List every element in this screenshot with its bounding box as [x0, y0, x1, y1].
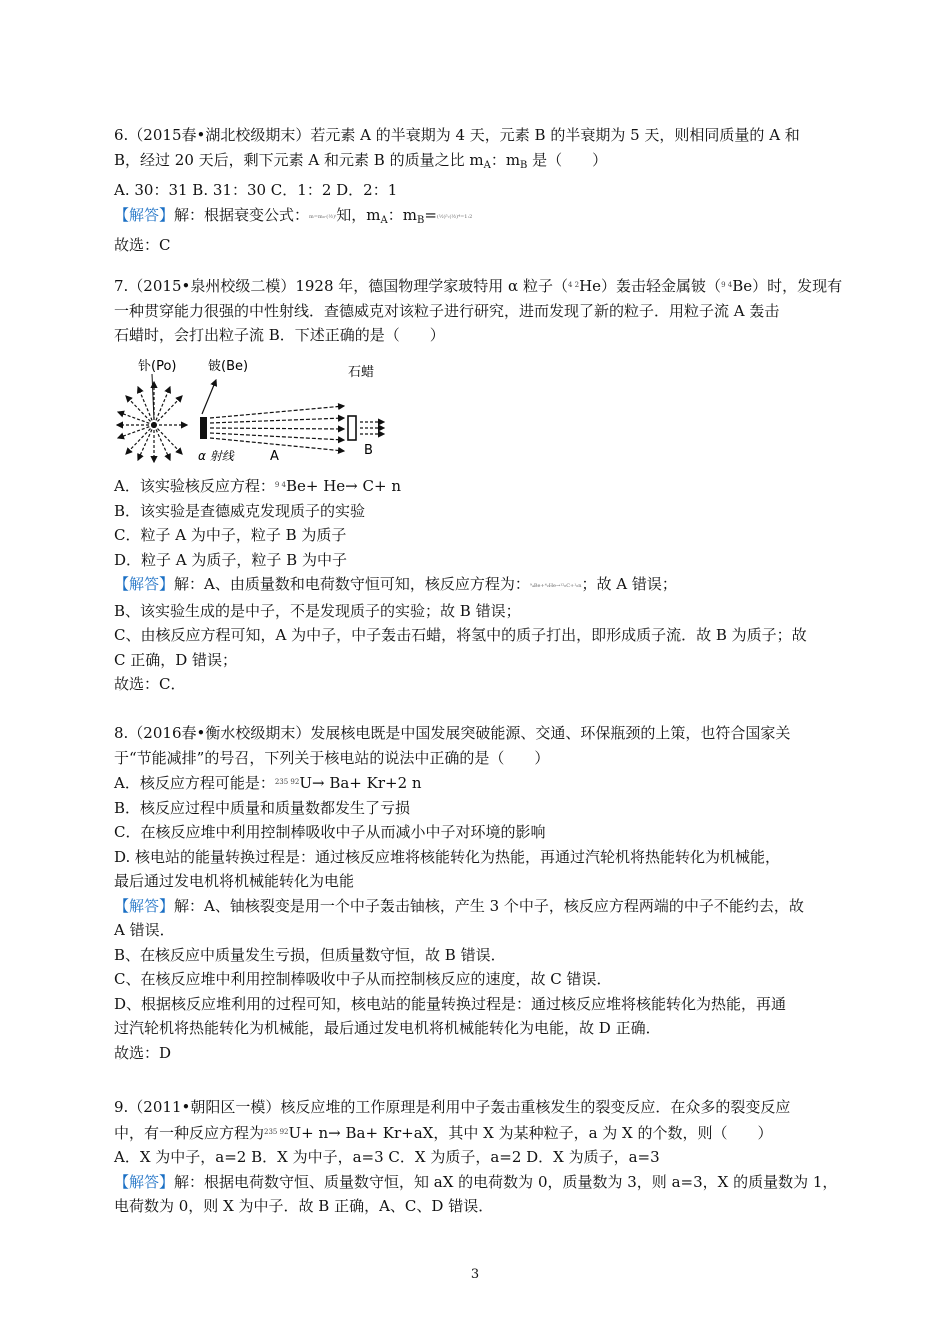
- label-paraffin: 石蜡: [348, 365, 375, 380]
- formula-decay: m=m₀·(½)ᵗ: [309, 213, 337, 220]
- q7-line3: 石蜡时，会打出粒子流 B．下述正确的是（ ）: [114, 326, 445, 344]
- label-alpha: α 射线: [198, 449, 234, 463]
- q8-line2: 于“节能减排”的号召，下列关于核电站的说法中正确的是（ ）: [114, 748, 550, 767]
- q8-option-a: A．核反应方程可能是：$^{235 92}$U→ Ba+ Kr+2 n: [114, 774, 422, 792]
- q8-option-d1: D. 核电站的能量转换过程是：通过核反应堆将核能转化为热能，再通过汽轮机将热能转化为机械能，: [114, 847, 781, 866]
- answer-tag: 【解答】: [114, 575, 175, 593]
- neutron-discovery-figure: [112, 352, 402, 467]
- polonium-source-rays: [117, 382, 187, 462]
- q9-answer-1: 【解答】解：根据电荷数守恒、质量数守恒，知 aX 的电荷数为 0，质量数为 3，则 a=3，X 的质量数为 1，: [114, 1172, 838, 1191]
- q9-line1: 9.（2011•朝阳区一模）核反应堆的工作原理是利用中子轰击重核发生的裂变反应．在众多的裂变反应: [114, 1098, 791, 1116]
- q6-choice: 故选：C: [114, 236, 171, 254]
- q8-answer-5: D、根据核反应堆利用的过程可知，核电站的能量转换过程是：通过核反应堆将核能转化为热能，再通: [114, 994, 787, 1013]
- q9-line2: 中，有一种反应方程为$^{235 92}$U+ n→ Ba+ Kr+aX，其中 X 为某种粒子，a 为 X 的个数，则（ ）: [114, 1123, 773, 1142]
- q8-answer-4: C、在核反应堆中利用控制棒吸收中子从而控制核反应的速度，故 C 错误．: [114, 970, 612, 988]
- answer-tag: 【解答】: [114, 205, 175, 224]
- q8-answer-3: B、在核反应中质量发生亏损，但质量数守恒，故 B 错误．: [114, 945, 506, 964]
- be-pointer: [202, 380, 216, 414]
- q6-line1: 6.（2015春•湖北校级期末）若元素 A 的半衰期为 4 天，元素 B 的半衰期为 5 天，则相同质量的 A 和: [114, 126, 800, 144]
- q9-answer-2: 电荷数为 0，则 X 为中子．故 B 正确，A、C、D 错误．: [114, 1197, 494, 1215]
- q7-line2: 一种贯穿能力很强的中性射线．查德威克对该粒子进行研究，进而发现了新的粒子．用粒子流 A 轰击: [114, 301, 780, 320]
- q8-line1: 8.（2016春•衡水校级期末）发展核电既是中国发展突破能源、交通、环保瓶颈的上策，也符合国家关: [114, 724, 791, 742]
- q7-choice: 故选：C．: [114, 675, 186, 693]
- question-7: [114, 273, 843, 348]
- q7-option-c: C．粒子 A 为中子，粒子 B 为质子: [114, 526, 347, 544]
- q7-answer-1: 【解答】解：A、由质量数和电荷数守恒可知，核反应方程为：⁹₄Be+⁴₂He→¹²₆C+¹₀n；故 A 错误；: [114, 575, 677, 593]
- answer-tag: 【解答】: [114, 1172, 175, 1191]
- q8-answer-2: A 错误．: [114, 921, 175, 939]
- label-beryllium: 铍(Be): [208, 359, 249, 374]
- label-a: A: [270, 449, 279, 464]
- paraffin-block: [348, 416, 356, 440]
- q6-options: A. 30：31 B. 31：30 C．1：2 D．2：1: [114, 181, 398, 199]
- polonium-dot: [151, 422, 157, 428]
- q9-options: A．X 为中子，a=2 B．X 为中子，a=3 C．X 为质子，a=2 D．X 为质子，a=3: [114, 1148, 660, 1166]
- q7-answer-3: C、由核反应方程可知，A 为中子，中子轰击石蜡，将氢中的质子打出，即形成质子流．故 B 为质子；故: [114, 626, 807, 644]
- question-7-options: [114, 473, 838, 697]
- neutron-beam-a: [210, 406, 344, 451]
- page-number: 3: [470, 1267, 480, 1282]
- q8-answer-1: 【解答】解：A、铀核裂变是用一个中子轰击铀核，产生 3 个中子，核反应方程两端的中子不能约去，故: [114, 896, 804, 915]
- answer-tag: 【解答】: [114, 896, 175, 915]
- q8-option-b: B．核反应过程中质量和质量数都发生了亏损: [114, 798, 411, 817]
- q8-choice: 故选：D: [114, 1043, 172, 1062]
- q6-answer: 【解答】解：根据衰变公式：m=m₀·(½)ᵗ知，$m_A$：$m_B=(\frac{1}{2})^5:(\frac{1}{2})^4=1:2$: [114, 205, 473, 226]
- label-b: B: [364, 443, 373, 458]
- label-polonium: 钋(Po): [138, 359, 177, 374]
- q7-option-a: A．该实验核反应方程：$^{9 4}$Be+ He→ C+ n: [114, 477, 401, 495]
- question-6: [114, 123, 838, 258]
- q7-answer-2: B、该实验生成的是中子，不是发现质子的实验；故 B 错误；: [114, 601, 521, 620]
- q7-line1: 7.（2015•泉州校级二模）1928 年，德国物理学家玻特用 α 粒子（$^{4 2}$He）轰击轻金属铍（$^{9 4}$Be）时，发现有: [114, 277, 843, 295]
- q8-answer-6: 过汽轮机将热能转化为机械能，最后通过发电机将机械能转化为电能，故 D 正确．: [114, 1019, 661, 1037]
- formula-ratio: (½)⁵:(½)⁴=1:2: [436, 213, 473, 220]
- q7-answer-4: C 正确，D 错误；: [114, 650, 238, 669]
- formula-reaction: ⁹₄Be+⁴₂He→¹²₆C+¹₀n: [529, 583, 582, 589]
- q7-option-b: B．该实验是查德威克发现质子的实验: [114, 501, 366, 520]
- q8-option-c: C．在核反应堆中利用控制棒吸收中子从而减小中子对环境的影响: [114, 823, 546, 841]
- proton-beam-b: [360, 422, 384, 434]
- q6-line2: B，经过 20 天后，剩下元素 A 和元素 B 的质量之比 $m_A$：$m_B$ 是（ ）: [114, 150, 608, 171]
- q8-option-d2: 最后通过发电机将机械能转化为电能: [114, 872, 355, 890]
- beryllium-plate: [200, 417, 207, 439]
- q7-option-d: D．粒子 A 为质子，粒子 B 为中子: [114, 550, 347, 569]
- question-9: [114, 1095, 838, 1219]
- question-8: [114, 721, 838, 1065]
